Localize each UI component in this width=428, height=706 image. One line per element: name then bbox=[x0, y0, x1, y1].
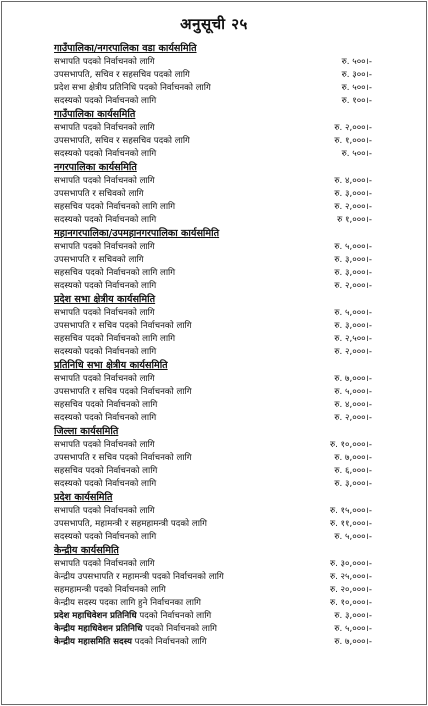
fee-row bbox=[54, 518, 372, 531]
fee-amount: रु. ५,०००।- bbox=[334, 242, 372, 252]
section bbox=[54, 491, 372, 544]
fee-label: सदस्यको पदको निर्वाचनको लागि bbox=[54, 281, 157, 291]
fee-amount: रु. ३००।- bbox=[341, 70, 372, 80]
fee-row bbox=[54, 399, 372, 412]
fee-amount: रु. २,५००।- bbox=[334, 334, 372, 344]
section-heading: नगरपालिका कार्यसमिति bbox=[54, 162, 137, 173]
fee-amount: रु. ५००।- bbox=[341, 83, 372, 93]
fee-amount: रु. २,०००।- bbox=[334, 281, 372, 291]
fee-label: सदस्यको पदको निर्वाचनको लागि bbox=[54, 149, 157, 159]
fee-row bbox=[54, 214, 372, 227]
fee-row bbox=[54, 69, 372, 82]
fee-label: सहसचिव पदको निर्वाचनको लागि लागि bbox=[54, 334, 176, 344]
fee-label-rest: पदको निर्वाचनको लागि bbox=[142, 624, 218, 634]
fee-amount: रु. ३,०००।- bbox=[334, 321, 372, 331]
fee-amount: रु. ४,०००।- bbox=[334, 176, 372, 186]
fee-label: प्रदेश सभा क्षेत्रीय प्रतिनिधि पदको निर्वाचनको लागि bbox=[54, 83, 211, 93]
fee-row bbox=[54, 373, 372, 386]
fee-label bbox=[54, 636, 207, 649]
fee-row bbox=[54, 175, 372, 188]
fee-row bbox=[54, 122, 372, 135]
fee-row bbox=[54, 346, 372, 359]
fee-row bbox=[54, 320, 372, 333]
fee-row bbox=[54, 135, 372, 148]
section bbox=[54, 161, 372, 227]
fee-row bbox=[54, 267, 372, 280]
fee-label: सहसचिव पदको निर्वाचनको लागि bbox=[54, 466, 158, 476]
fee-label: उपसभापति र सचिव पदको निर्वाचनको लागि bbox=[54, 387, 192, 397]
fee-row bbox=[54, 95, 372, 108]
fee-amount: रु. ३०,०००।- bbox=[329, 559, 372, 569]
fee-schedule bbox=[54, 42, 372, 649]
fee-label: उपसभापति, महामन्त्री र सहमहामन्त्री पदको लागि bbox=[54, 519, 207, 529]
fee-amount: रु. ७,०००।- bbox=[334, 374, 372, 384]
fee-row bbox=[54, 505, 372, 518]
representative-fee-row bbox=[54, 636, 372, 649]
section bbox=[54, 108, 372, 161]
section bbox=[54, 42, 372, 108]
fee-amount: रु. ११,०००।- bbox=[329, 519, 372, 529]
fee-row bbox=[54, 439, 372, 452]
fee-amount: रु. ३,०००।- bbox=[334, 255, 372, 265]
fee-row bbox=[54, 558, 372, 571]
fee-row bbox=[54, 280, 372, 293]
fee-label: सभापति पदको निर्वाचनको लागि bbox=[54, 176, 155, 186]
fee-amount: रु. १००।- bbox=[341, 96, 372, 106]
fee-amount: रु. २,०००।- bbox=[334, 347, 372, 357]
fee-row bbox=[54, 465, 372, 478]
fee-row bbox=[54, 584, 372, 597]
fee-label: सभापति पदको निर्वाचनको लागि bbox=[54, 242, 155, 252]
fee-label: सदस्यको पदको निर्वाचनको लागि bbox=[54, 413, 157, 423]
section bbox=[54, 293, 372, 359]
section-heading: गाउँपालिका/नगरपालिका वडा कार्यसमिति bbox=[54, 43, 197, 54]
fee-amount: रु. ३,०००।- bbox=[334, 268, 372, 278]
fee-label bbox=[54, 623, 217, 636]
representative-fee-row bbox=[54, 610, 372, 623]
fee-row bbox=[54, 386, 372, 399]
representative-fee-row bbox=[54, 623, 372, 636]
fee-amount: रु. २,०००।- bbox=[334, 202, 372, 212]
fee-label: उपसभापति, सचिव र सहसचिव पदको लागि bbox=[54, 136, 190, 146]
section bbox=[54, 359, 372, 425]
fee-amount: रु. ४,०००।- bbox=[334, 400, 372, 410]
fee-label: सहसचिव पदको निर्वाचनको लागि bbox=[54, 400, 158, 410]
fee-label: उपसभापति र सचिवको लागि bbox=[54, 255, 144, 265]
fee-label: सहसचिव पदको निर्वाचनको लागि लागि bbox=[54, 202, 176, 212]
fee-label: सदस्यको पदको निर्वाचनको लागि bbox=[54, 532, 157, 542]
fee-label bbox=[54, 610, 211, 623]
fee-amount: रु. ७,०००।- bbox=[334, 637, 372, 647]
fee-label-lead: केन्द्रीय महासमिति सदस्य bbox=[54, 637, 132, 647]
fee-label: सभापति पदको निर्वाचनको लागि bbox=[54, 506, 155, 516]
fee-row bbox=[54, 571, 372, 584]
fee-amount: रु. २०,०००।- bbox=[329, 585, 372, 595]
section bbox=[54, 544, 372, 610]
section-heading: गाउँपालिका कार्यसमिति bbox=[54, 109, 136, 120]
document-title: अनुसूची २५ bbox=[180, 15, 248, 33]
fee-amount: रु. ३,०००।- bbox=[334, 479, 372, 489]
fee-row bbox=[54, 452, 372, 465]
fee-label: सदस्यको पदको निर्वाचनको लागि bbox=[54, 96, 157, 106]
fee-label-lead: केन्द्रीय महाधिवेशन प्रतिनिधि bbox=[54, 624, 143, 634]
fee-amount: रु. ७,०००।- bbox=[334, 453, 372, 463]
fee-label: सहमहामन्त्री पदको निर्वाचनको लागि bbox=[54, 585, 166, 595]
fee-row bbox=[54, 188, 372, 201]
fee-label-rest: पदको निर्वाचनको लागि bbox=[136, 611, 212, 621]
fee-row bbox=[54, 307, 372, 320]
fee-amount: रु. ५,०००।- bbox=[334, 624, 372, 634]
fee-label: उपसभापति र सचिव पदको निर्वाचनको लागि bbox=[54, 321, 192, 331]
fee-row bbox=[54, 148, 372, 161]
fee-row bbox=[54, 56, 372, 69]
fee-row bbox=[54, 241, 372, 254]
fee-amount: रु. ५,०००।- bbox=[334, 532, 372, 542]
fee-label-rest: पदको निर्वाचनको लागि bbox=[131, 637, 207, 647]
fee-amount: रु. २,०००।- bbox=[334, 123, 372, 133]
section-heading: प्रदेश सभा क्षेत्रीय कार्यसमिति bbox=[54, 294, 156, 305]
fee-label: सभापति पदको निर्वाचनको लागि bbox=[54, 559, 155, 569]
fee-amount: रु. ६,०००।- bbox=[334, 466, 372, 476]
fee-amount: रु. ३,०००।- bbox=[334, 189, 372, 199]
fee-amount: रु १,०००।- bbox=[337, 215, 372, 225]
fee-row bbox=[54, 478, 372, 491]
fee-amount: रु. ५००।- bbox=[341, 149, 372, 159]
fee-row bbox=[54, 333, 372, 346]
fee-label: सभापति पदको निर्वाचनको लागि bbox=[54, 440, 155, 450]
fee-amount: रु. २५,०००।- bbox=[329, 572, 372, 582]
fee-row bbox=[54, 201, 372, 214]
fee-amount: रु. ५,०००।- bbox=[334, 308, 372, 318]
fee-amount: रु. २,०००।- bbox=[334, 413, 372, 423]
fee-row bbox=[54, 597, 372, 610]
fee-row bbox=[54, 82, 372, 95]
section-heading: प्रदेश कार्यसमिति bbox=[54, 492, 113, 503]
fee-amount: रु. १५,०००।- bbox=[329, 506, 372, 516]
fee-label: सभापति पदको निर्वाचनको लागि bbox=[54, 308, 155, 318]
fee-amount: रु. ५,०००।- bbox=[334, 387, 372, 397]
fee-label: उपसभापति, सचिव र सहसचिव पदको लागि bbox=[54, 70, 190, 80]
fee-amount: रु. १०,०००।- bbox=[329, 440, 372, 450]
fee-amount: रु. १०,०००।- bbox=[329, 598, 372, 608]
fee-label: सहसचिव पदको निर्वाचनको लागि लागि bbox=[54, 268, 176, 278]
fee-label: सदस्यको पदको निर्वाचनको लागि bbox=[54, 215, 157, 225]
fee-label: उपसभापति र सचिवको लागि bbox=[54, 189, 144, 199]
section-heading: प्रतिनिधि सभा क्षेत्रीय कार्यसमिति bbox=[54, 360, 168, 371]
fee-label-lead: प्रदेश महाधिवेशन प्रतिनिधि bbox=[54, 611, 137, 621]
fee-row bbox=[54, 531, 372, 544]
fee-row bbox=[54, 254, 372, 267]
fee-amount: रु. ३,०००।- bbox=[334, 611, 372, 621]
fee-amount: रु. ५००।- bbox=[341, 57, 372, 67]
fee-amount: रु. १,०००।- bbox=[334, 136, 372, 146]
fee-label: सभापति पदको निर्वाचनको लागि bbox=[54, 374, 155, 384]
fee-label: सभापति पदको निर्वाचनको लागि bbox=[54, 123, 155, 133]
fee-label: सदस्यको पदको निर्वाचनको लागि bbox=[54, 479, 157, 489]
fee-row bbox=[54, 412, 372, 425]
fee-label: केन्द्रीय सदस्य पदका लागि हुने निर्वाचनका लागि bbox=[54, 598, 202, 608]
section bbox=[54, 425, 372, 491]
fee-label: सदस्यको पदको निर्वाचनको लागि bbox=[54, 347, 157, 357]
section-heading: महानगरपालिका/उपमहानगरपालिका कार्यसमिति bbox=[54, 228, 220, 239]
fee-label: उपसभापति र सचिव पदको निर्वाचनको लागि bbox=[54, 453, 192, 463]
section bbox=[54, 227, 372, 293]
fee-label: सभापति पदको निर्वाचनको लागि bbox=[54, 57, 155, 67]
section-heading: जिल्ला कार्यसमिति bbox=[54, 426, 119, 437]
fee-label: केन्द्रीय उपसभापति र महामन्त्री पदको निर्वाचनको लागि bbox=[54, 572, 224, 582]
section-heading: केन्द्रीय कार्यसमिति bbox=[54, 545, 119, 556]
